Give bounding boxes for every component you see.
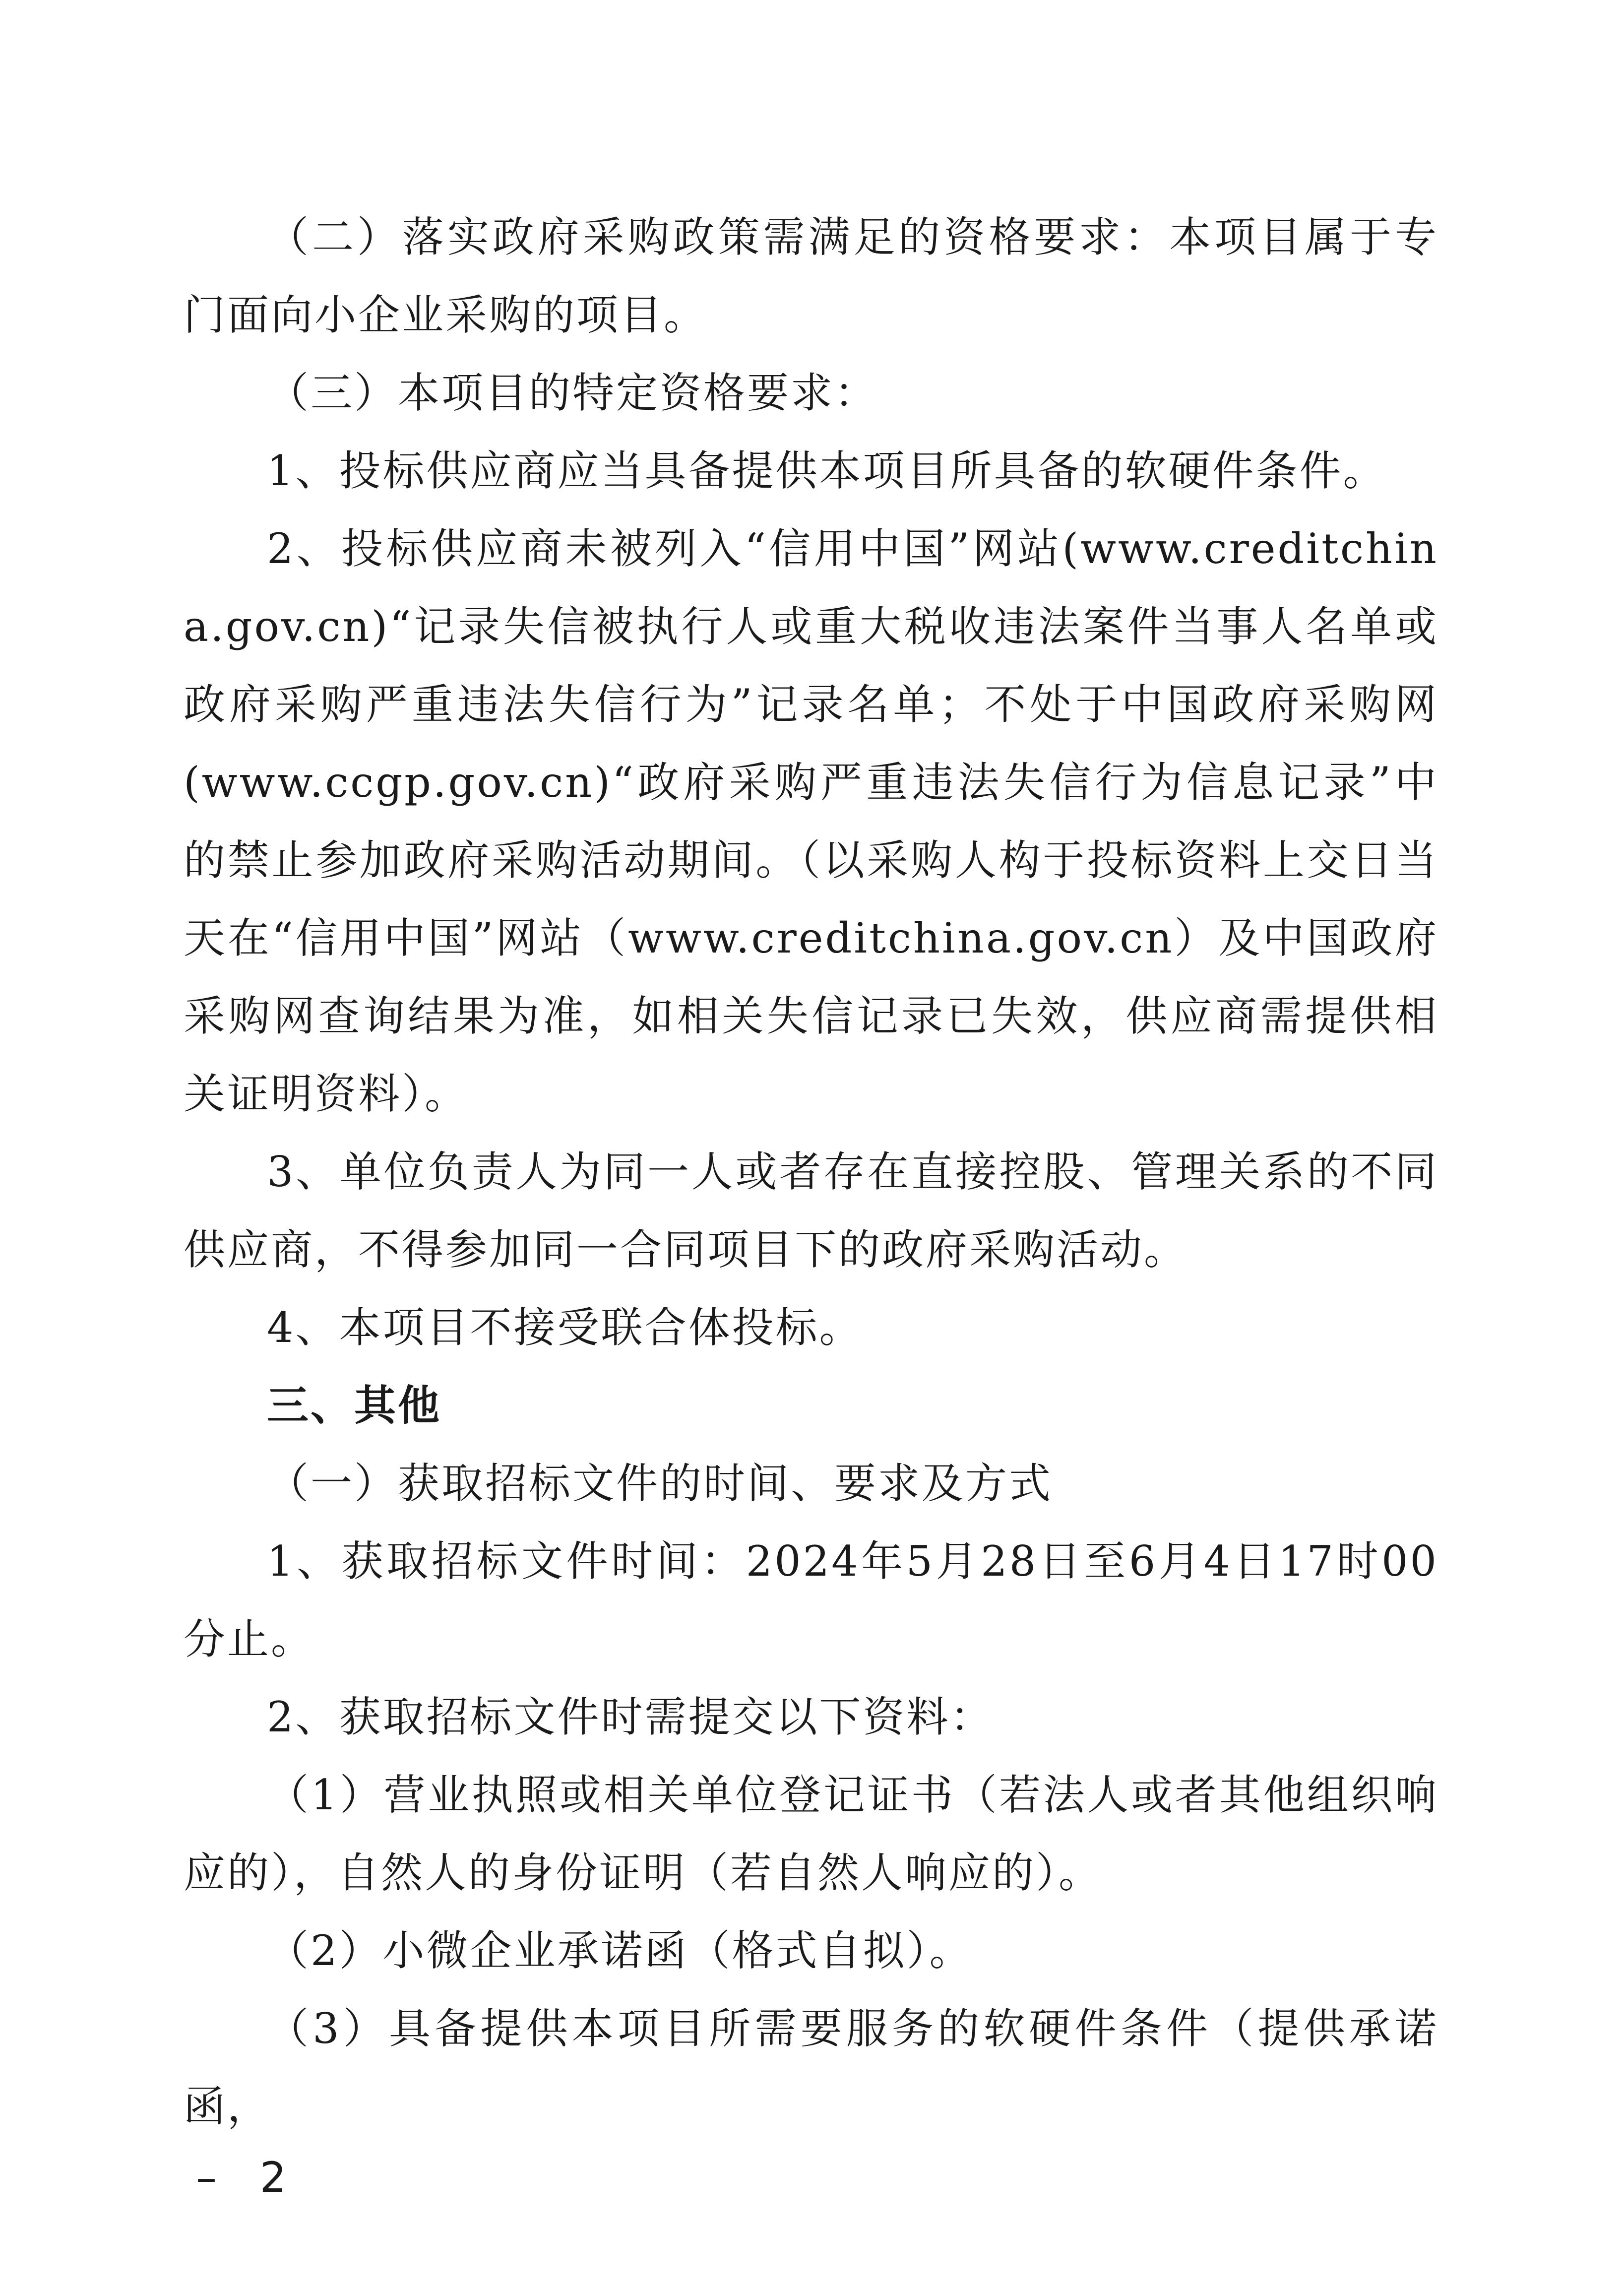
paragraph-required-materials: 2、获取招标文件时需提交以下资料：: [267, 1693, 994, 1741]
paragraph-obtain-documents-title: （一）获取招标文件的时间、要求及方式: [267, 1459, 1053, 1508]
paragraph-requirement-3: 3、单位负责人为同一人或者存在直接控股、管理关系的不同供应商，不得参加同一合同项目下的政府采购活动。: [184, 1148, 1438, 1274]
paragraph-material-3: （3）具备提供本项目所需要服务的软硬件条件（提供承诺函，: [184, 2004, 1438, 2131]
section-heading-other: 三、其他: [267, 1381, 442, 1430]
paragraph-material-2: （2）小微企业承诺函（格式自拟）。: [267, 1926, 973, 1975]
paragraph-material-1: （1）营业执照或相关单位登记证书（若法人或者其他组织响应的），自然人的身份证明（若自然人响应的）。: [184, 1771, 1438, 1897]
paragraph-specific-qualification-title: （三）本项目的特定资格要求：: [267, 369, 878, 417]
paragraph-obtain-time: 1、获取招标文件时间：2024年5月28日至6月4日17时00分止。: [184, 1537, 1438, 1663]
paragraph-requirement-1: 1、投标供应商应当具备提供本项目所具备的软硬件条件。: [267, 446, 1387, 495]
page-number: – 2: [196, 2153, 302, 2202]
paragraph-policy-qualification: （二）落实政府采购政策需满足的资格要求：本项目属于专门面向小企业采购的项目。: [184, 213, 1438, 339]
paragraph-requirement-2: 2、投标供应商未被列入“信用中国”网站(www.creditchina.gov.cn)“记录失信被执行人或重大税收违法案件当事人名单或政府采购严重违法失信行为”记录名单；不处于中国政府采购网(www.ccgp.gov.cn)“政府采购严重违法失信行为信息记录”中的禁止参加政府采购活动期间。（以采购人构于投标资料上交日当天在“信用中国”网站（www.creditchina.gov.cn）及中国政府采购网查询结果为准，如相关失信记录已失效，供应商需提供相关证明资料）。: [184, 524, 1438, 1118]
document-body: [184, 198, 1438, 2146]
paragraph-requirement-4: 4、本项目不接受联合体投标。: [267, 1303, 863, 1352]
